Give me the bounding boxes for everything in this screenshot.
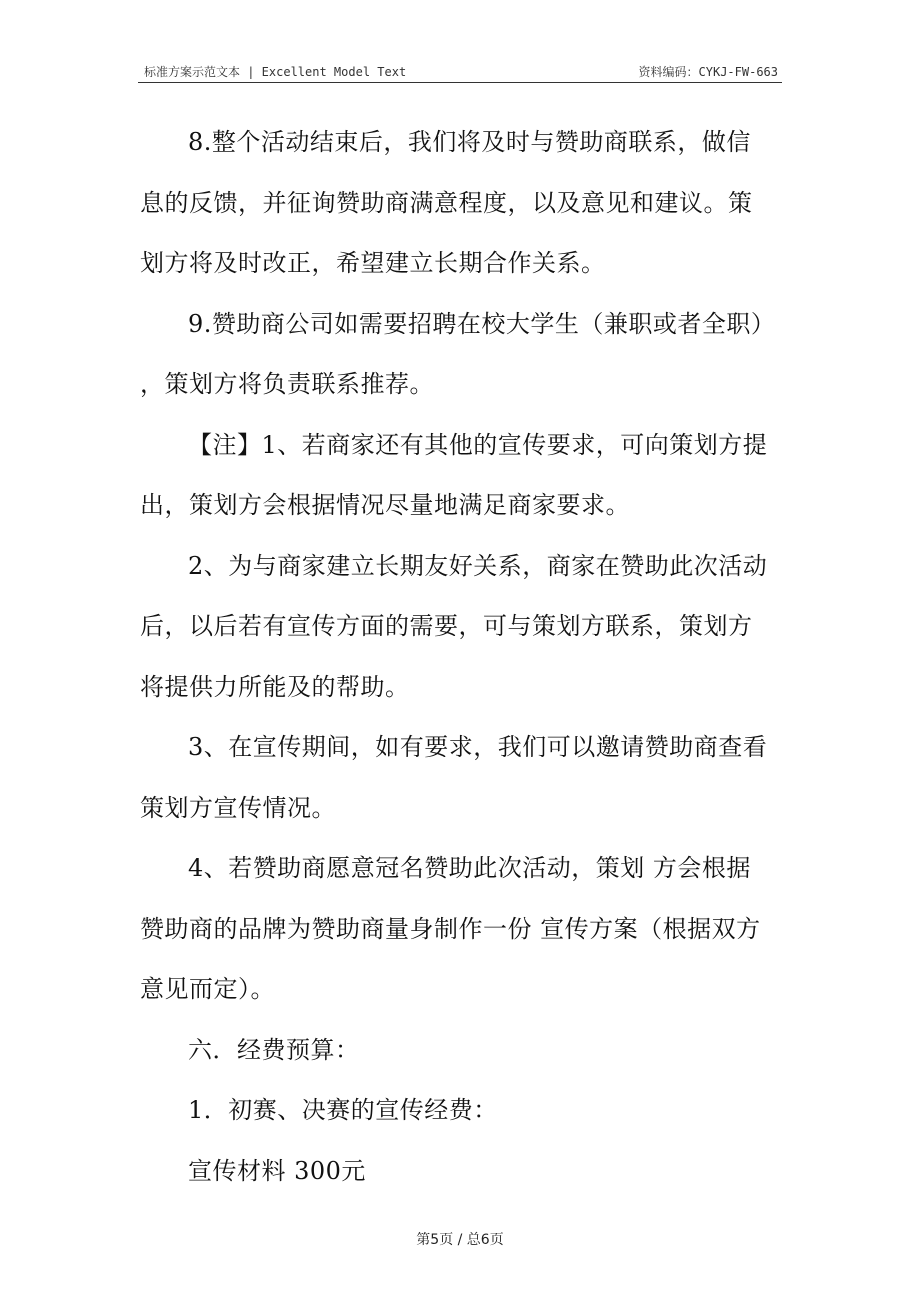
body-line: 将提供力所能及的帮助。 bbox=[140, 672, 410, 701]
body-line: ，策划方将负责联系推荐。 bbox=[140, 370, 434, 398]
budget-item: 宣传材料 300元 bbox=[188, 1156, 366, 1185]
page-header bbox=[138, 60, 782, 83]
header-title: 标准方案示范文本 | Excellent Model Text bbox=[144, 65, 407, 79]
body-line: 2、为与商家建立长期友好关系，商家在赞助此次活动 bbox=[188, 551, 768, 580]
section-heading: 六．经费预算： bbox=[188, 1035, 360, 1064]
body-line: 出，策划方会根据情况尽量地满足商家要求。 bbox=[140, 491, 630, 519]
page-footer bbox=[0, 1229, 920, 1249]
document-body bbox=[140, 112, 780, 1201]
body-line: 意见而定）。 bbox=[140, 975, 275, 1003]
subsection-heading: 1．初赛、决赛的宣传经费： bbox=[188, 1096, 498, 1124]
body-line: 息的反馈，并征询赞助商满意程度，以及意见和建议。策 bbox=[140, 188, 753, 217]
body-line: 策划方宣传情况。 bbox=[140, 793, 336, 822]
body-line: 【注】1、若商家还有其他的宣传要求，可向策划方提 bbox=[188, 430, 768, 459]
body-line: 划方将及时改正，希望建立长期合作关系。 bbox=[140, 249, 606, 277]
header-document-code: 资料编码：CYKJ-FW-663 bbox=[638, 65, 778, 79]
body-line: 4、若赞助商愿意冠名赞助此次活动，策划 方会根据 bbox=[188, 854, 751, 882]
body-line: 赞助商的品牌为赞助商量身制作一份 宣传方案（根据双方 bbox=[140, 914, 761, 943]
body-line: 8.整个活动结束后，我们将及时与赞助商联系，做信 bbox=[188, 128, 751, 156]
body-line: 3、在宣传期间，如有要求，我们可以邀请赞助商查看 bbox=[188, 733, 768, 761]
body-line: 9.赞助商公司如需要招聘在校大学生（兼职或者全职） bbox=[188, 309, 776, 338]
page-number: 第5页 / 总6页 bbox=[416, 1232, 504, 1248]
body-line: 后，以后若有宣传方面的需要，可与策划方联系，策划方 bbox=[140, 612, 753, 640]
